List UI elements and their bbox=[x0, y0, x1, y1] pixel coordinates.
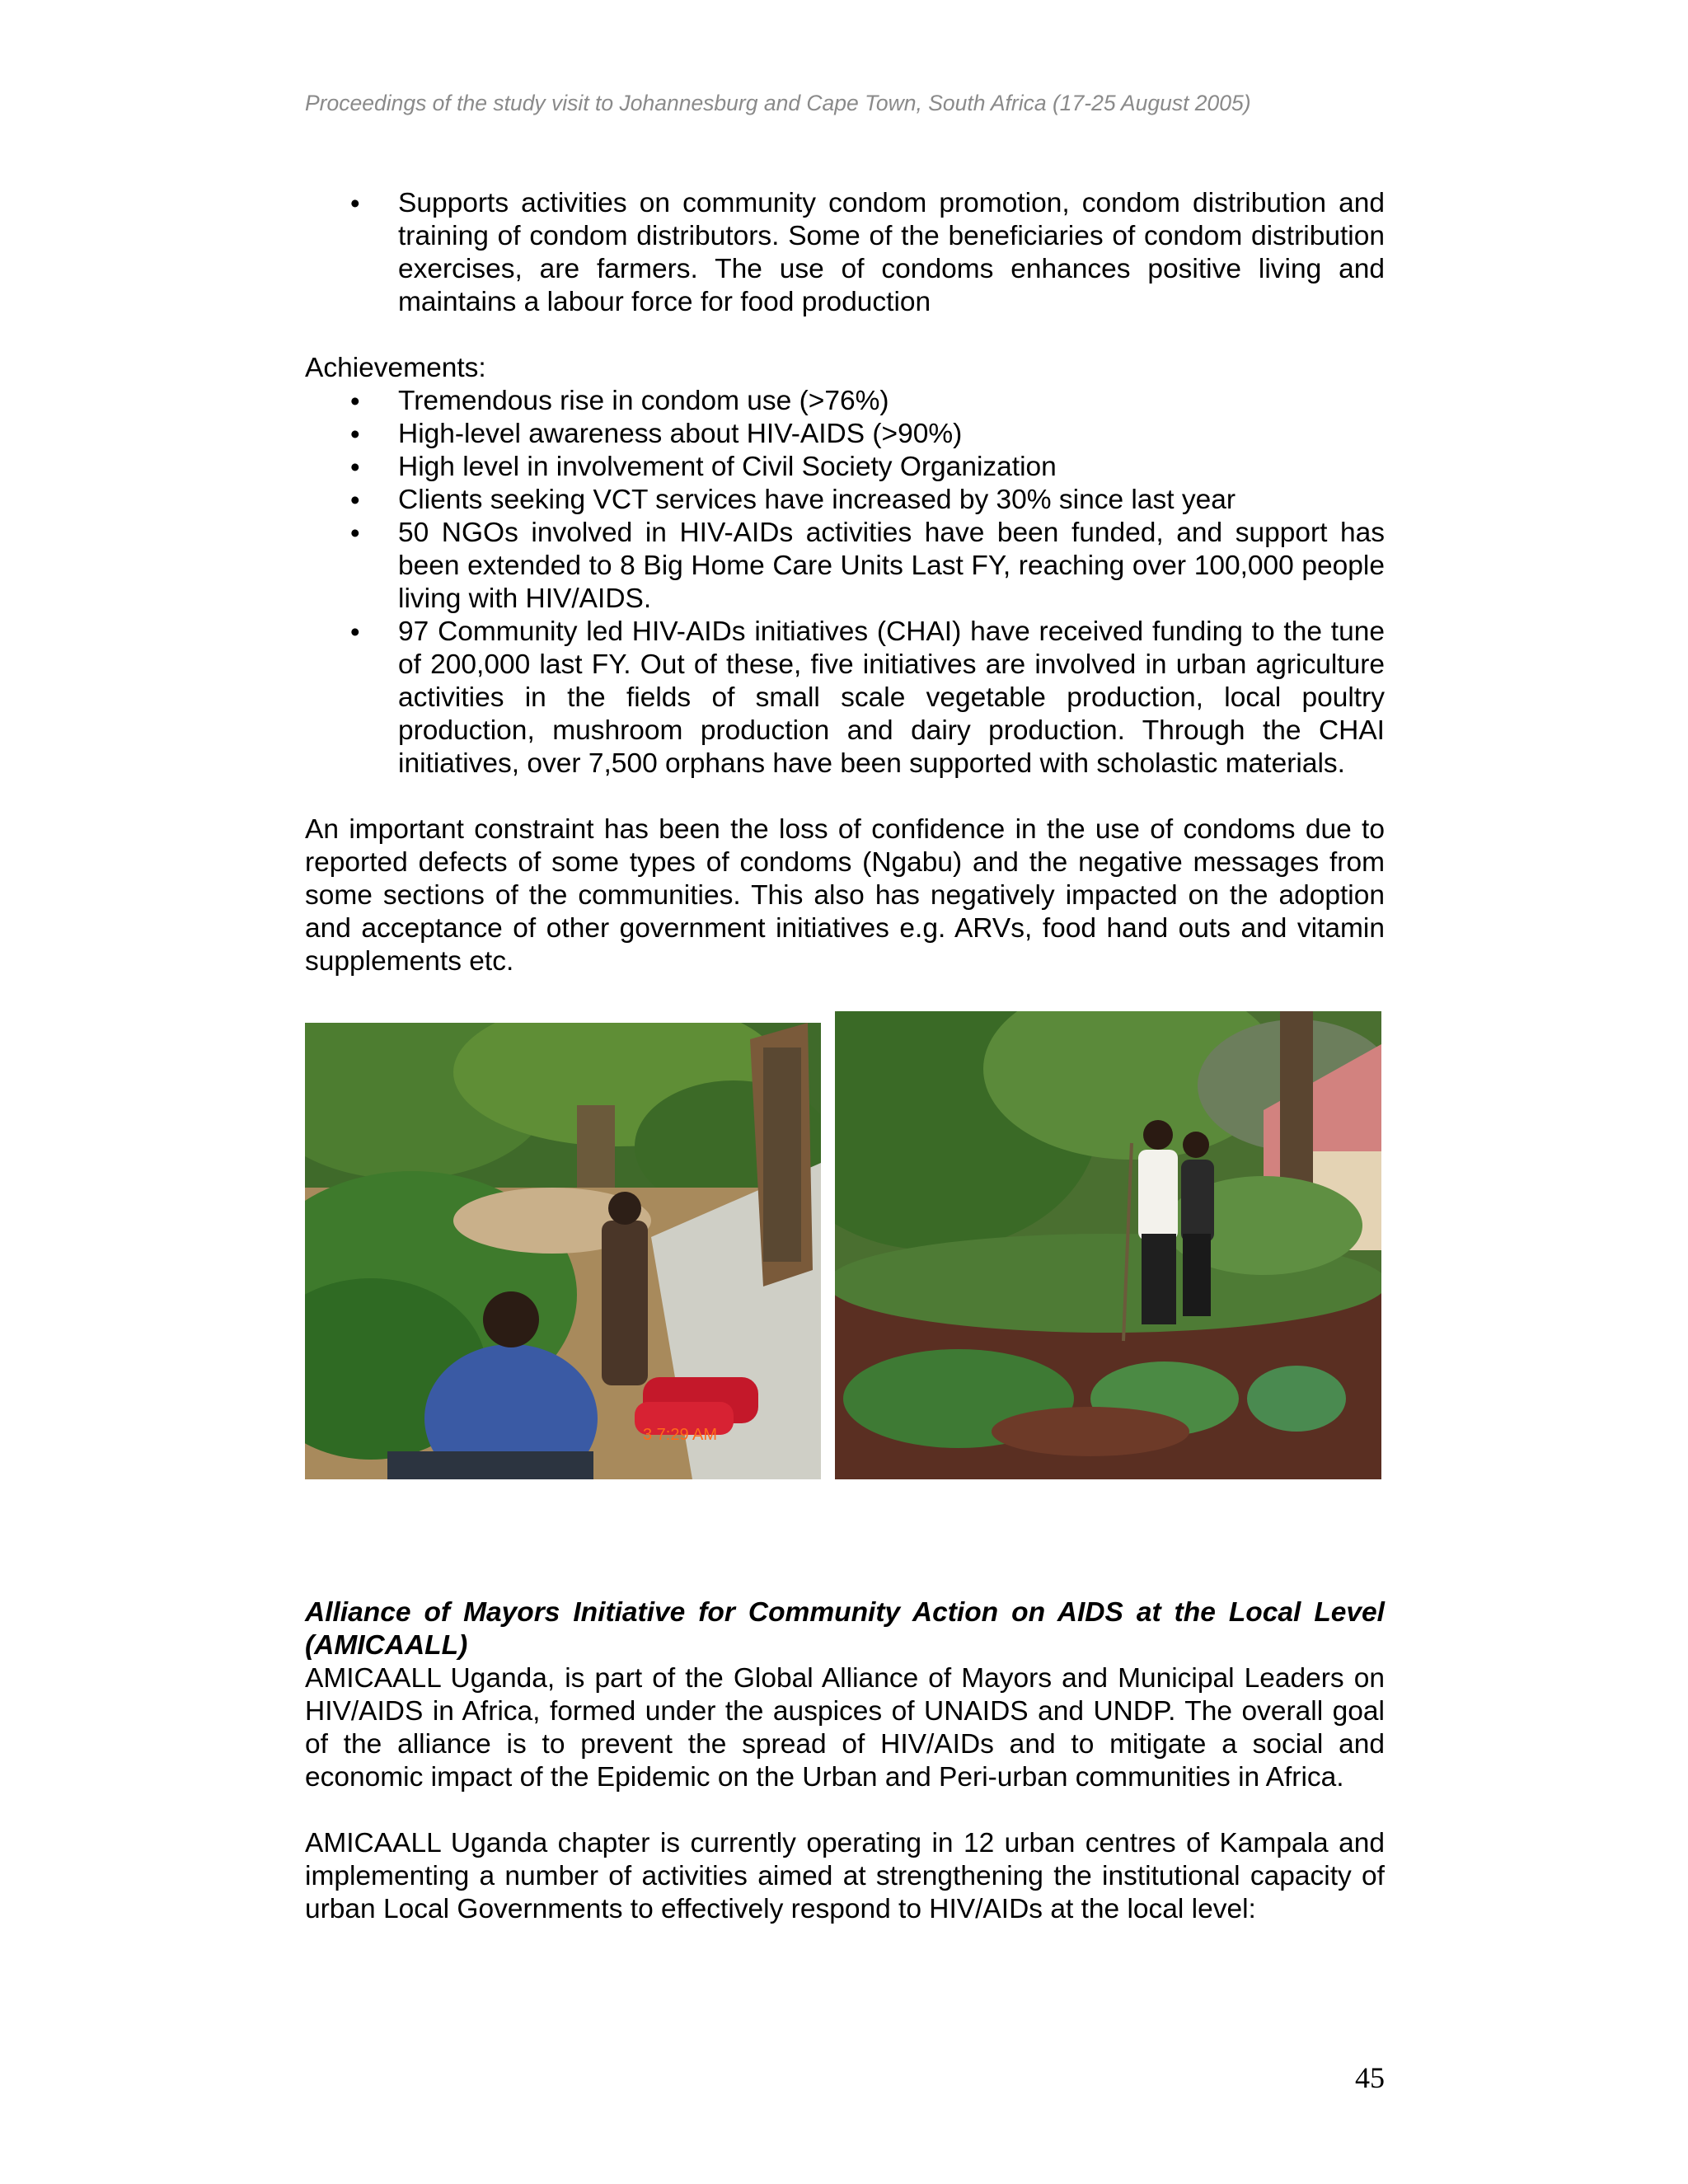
list-item: • Supports activities on community condom promotion, condom distribution and training of condom distributors. Some of the beneficiaries of condom distribution exercises, are farmers. The use of condoms enhances positive living and maintains a labour force for food production bbox=[305, 187, 1385, 319]
amicaall-paragraph-1: AMICAALL Uganda, is part of the Global Alliance of Mayors and Municipal Leaders on HIV/AIDS in Africa, formed under the auspices of UNAIDS and UNDP. The overall goal of the alliance is to prevent the spread of HIV/AIDs and to mitigate a social and economic impact of the Epidemic on the Urban and Peri-urban communities in Africa. bbox=[305, 1663, 1385, 1793]
garden-photo-left bbox=[305, 1023, 821, 1479]
list-item: • Tremendous rise in condom use (>76%) bbox=[305, 385, 1385, 418]
list-item: • High level in involvement of Civil Society Organization bbox=[305, 451, 1385, 484]
list-item: • 97 Community led HIV-AIDs initiatives (CHAI) have received funding to the tune of 200,000 last FY. Out of these, five initiatives are involved in urban agriculture activities in the fields of small scale vegetable production, local poultry production, mushroom production and dairy production. Through the CHAI initiatives, over 7,500 orphans have been supported with scholastic materials. bbox=[305, 616, 1385, 780]
running-header: Proceedings of the study visit to Johannesburg and Cape Town, South Africa (17-25 August 2005) bbox=[305, 91, 1251, 115]
photo-timestamp: 3 7:29 AM bbox=[643, 1426, 718, 1444]
page-content bbox=[305, 187, 1385, 1926]
list-item: • Clients seeking VCT services have increased by 30% since last year bbox=[305, 484, 1385, 517]
achievements-heading: Achievements: bbox=[305, 353, 486, 383]
page-number: 45 bbox=[1355, 2061, 1385, 2094]
amicaall-paragraph-2: AMICAALL Uganda chapter is currently operating in 12 urban centres of Kampala and implementing a number of activities aimed at strengthening the institutional capacity of urban Local Governments to effectively respond to HIV/AIDs at the local level: bbox=[305, 1828, 1385, 1924]
garden-photo-left-image bbox=[305, 1023, 821, 1479]
list-item: • High-level awareness about HIV-AIDS (>90%) bbox=[305, 418, 1385, 451]
list-item: • 50 NGOs involved in HIV-AIDs activities have been funded, and support has been extended to 8 Big Home Care Units Last FY, reaching over 100,000 people living with HIV/AIDS. bbox=[305, 517, 1385, 616]
amicaall-section-title: Alliance of Mayors Initiative for Community Action on AIDS at the Local Level (AMICAALL) bbox=[305, 1597, 1385, 1661]
constraint-paragraph: An important constraint has been the loss of confidence in the use of condoms due to reported defects of some types of condoms (Ngabu) and the negative messages from some sections of the communities. This also has negatively impacted on the adoption and acceptance of other government initiatives e.g. ARVs, food hand outs and vitamin supplements etc. bbox=[305, 814, 1385, 977]
garden-photo-right bbox=[835, 1011, 1381, 1479]
photo-row bbox=[305, 1011, 1385, 1563]
garden-photo-right-image bbox=[835, 1011, 1381, 1479]
intro-bullet-list bbox=[305, 187, 1385, 319]
achievements-list bbox=[305, 385, 1385, 780]
